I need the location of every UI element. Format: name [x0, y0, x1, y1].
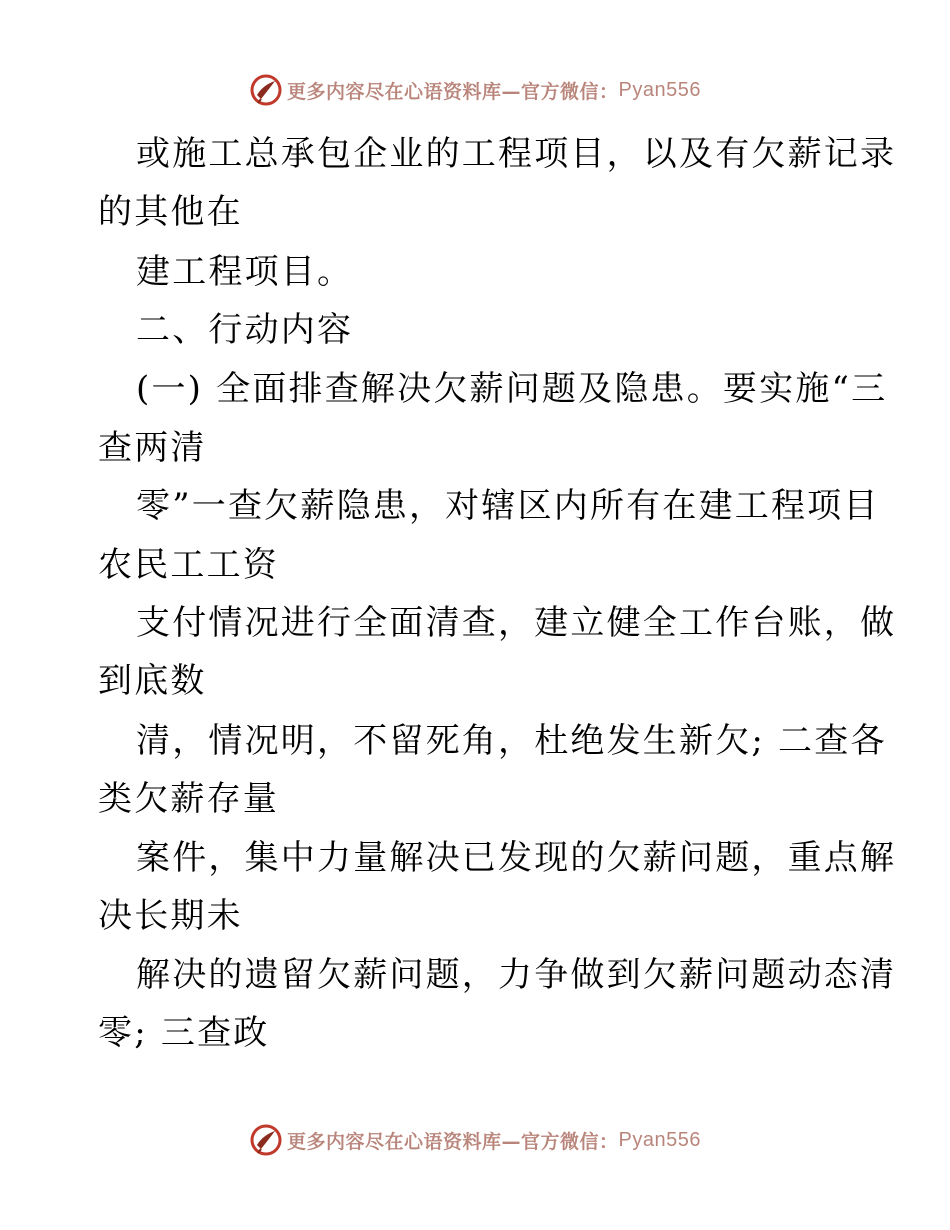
text-line: 支付情况进行全面清查，建立健全工作台账，做 — [136, 603, 897, 643]
header-watermark — [0, 70, 950, 110]
footer-watermark — [0, 1120, 950, 1160]
watermark-id: Pyan556 — [618, 78, 701, 101]
text-line: (一) 全面排查解决欠薪问题及隐患。要实施“三 — [136, 369, 888, 409]
text-line: 类欠薪存量 — [98, 779, 279, 819]
text-line: 决长期未 — [98, 896, 243, 936]
text-line: 的其他在 — [98, 192, 243, 232]
section-heading: 二、行动内容 — [136, 310, 354, 350]
text-line: 建工程项目。 — [136, 252, 354, 292]
text-line: 解决的遗留欠薪问题，力争做到欠薪问题动态清 — [136, 955, 897, 995]
watermark-text: 更多内容尽在心语资料库—官方微信： — [287, 1130, 619, 1153]
text-line: 或施工总承包企业的工程项目，以及有欠薪记录 — [136, 134, 897, 174]
text-line: 查两清 — [98, 428, 207, 468]
watermark-text: 更多内容尽在心语资料库—官方微信： — [287, 80, 619, 103]
text-line: 到底数 — [98, 661, 207, 701]
watermark-id: Pyan556 — [618, 1128, 701, 1151]
pen-logo-icon — [249, 73, 283, 107]
text-line: 零; 三查政 — [98, 1013, 270, 1053]
text-line: 清，情况明，不留死角，杜绝发生新欠; 二查各 — [136, 721, 887, 761]
text-line: 案件，集中力量解决已发现的欠薪问题，重点解 — [136, 838, 897, 878]
text-line: 农民工工资 — [98, 545, 279, 585]
text-line: 零”一查欠薪隐患，对辖区内所有在建工程项目 — [136, 486, 880, 526]
pen-logo-icon — [249, 1123, 283, 1157]
